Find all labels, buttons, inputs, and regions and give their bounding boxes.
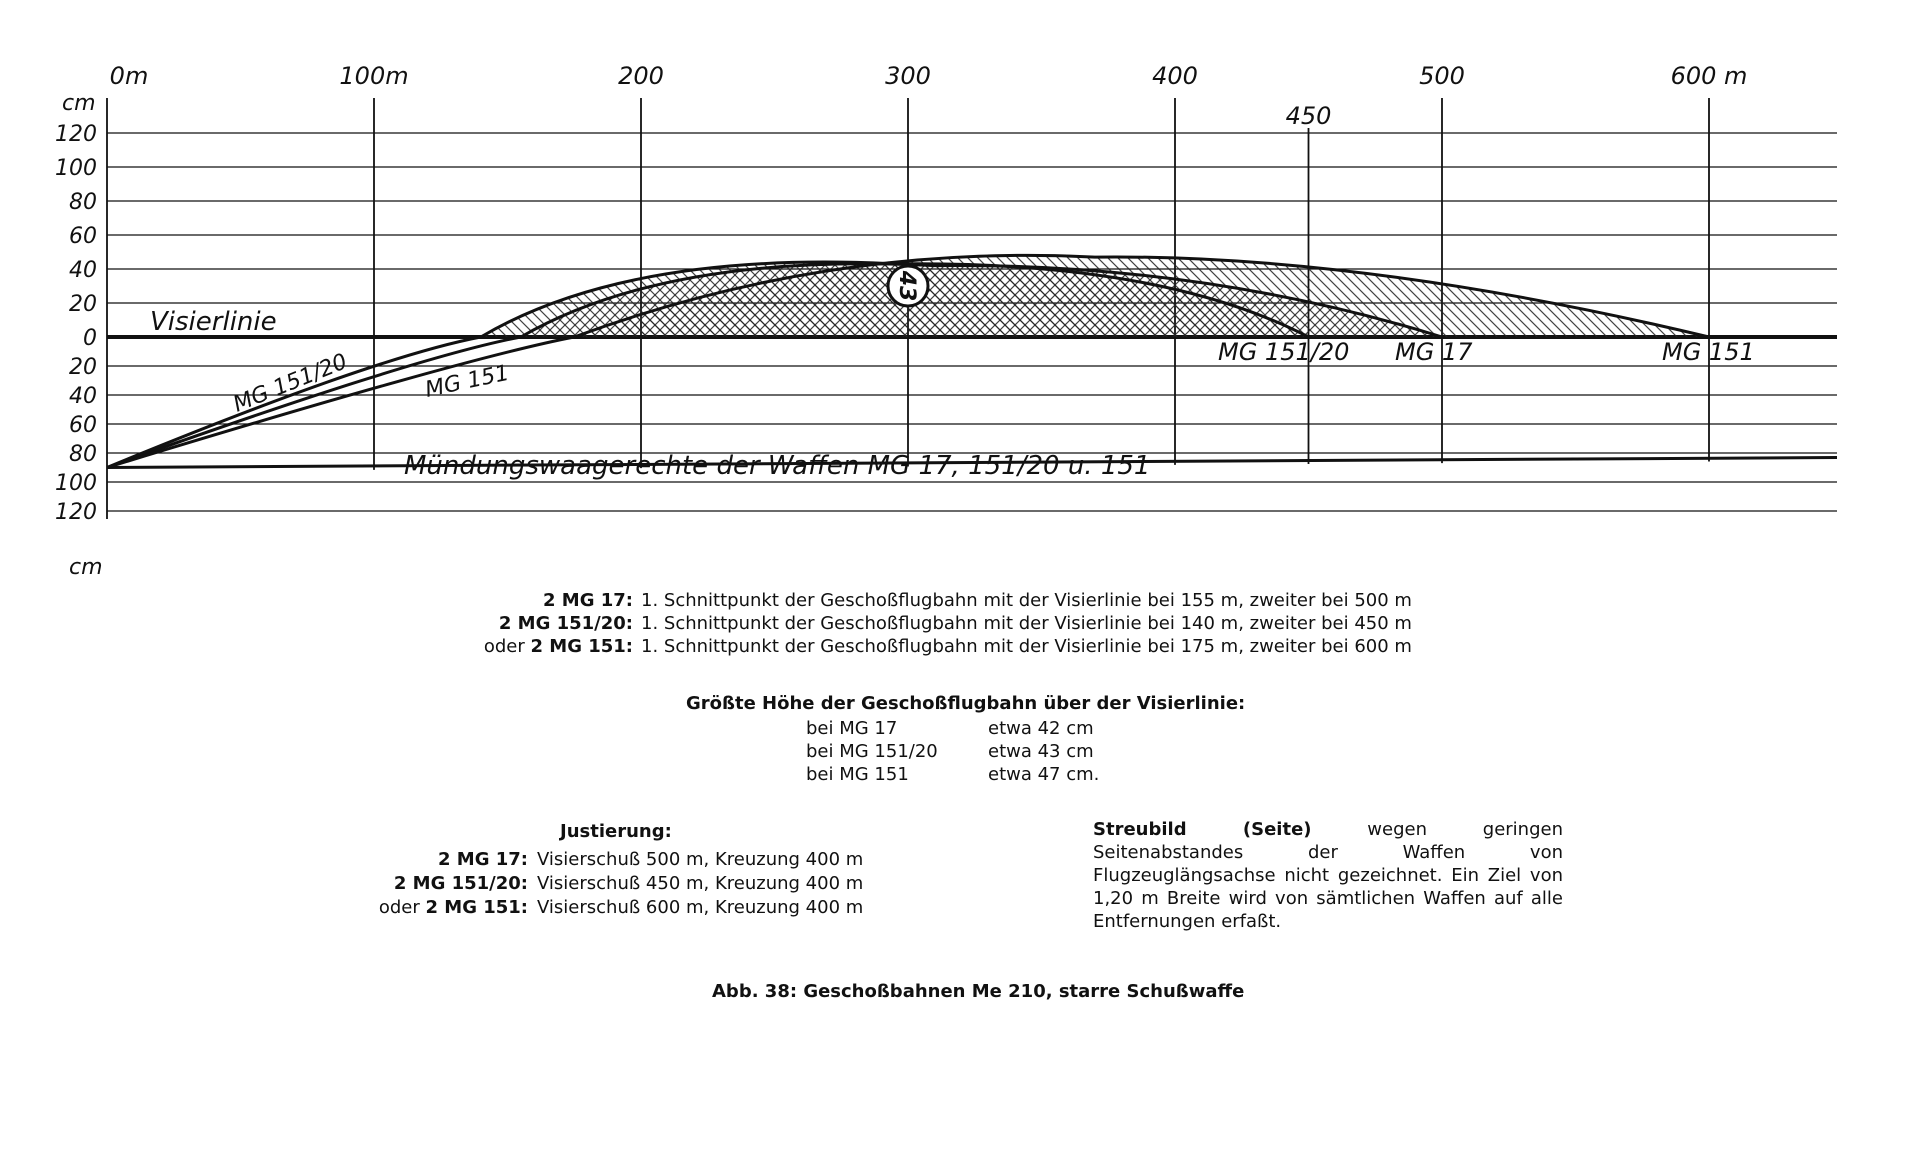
y-tick-label: 40 [69,258,97,283]
max-height-gun: bei MG 151 [806,764,909,785]
streubild-note [1093,818,1563,933]
max-height-gun: bei MG 17 [806,718,898,739]
streubild-text: wegen geringen Seitenabstandes der Waffen von Flugzeuglängsachse nicht gezeichnet. Ein Ziel von 1,20 m Breite wird von sämtlichen Waffen auf alle Entfernungen erfaßt. [1093,819,1563,932]
row-text: Visierschuß 500 m, Kreuzung 400 m [537,849,864,870]
y-tick-label: 120 [55,122,97,147]
curve-label-mg151-20: MG 151/20 [229,349,351,418]
visierlinie-label: Visierlinie [150,307,277,337]
curve-end-mg17: MG 17 [1395,338,1473,366]
curve-label-mg151: MG 151 [423,360,512,403]
y-tick-label: 100 [55,156,97,181]
max-height-title: Größte Höhe der Geschoßflugbahn über der Visierlinie: [686,693,1246,714]
max-height-value: etwa 43 cm [988,741,1094,762]
max-height-gun: bei MG 151/20 [806,741,938,762]
max-height-value: etwa 42 cm [988,718,1094,739]
row-label [0,612,633,635]
row-text: Visierschuß 450 m, Kreuzung 400 m [537,873,864,894]
y-tick-label: 120 [55,500,97,525]
row-weapon: 2 MG 151: [425,897,528,918]
y-tick-label: 60 [69,413,97,438]
row-label [0,872,528,895]
y-tick-label: 0 [83,326,97,351]
x-tick-label: 0m [109,62,149,90]
y-tick-label: 40 [69,384,97,409]
justierung-title: Justierung: [560,821,672,842]
x-tick-label: 400 [1152,62,1198,90]
y-tick-label: 60 [69,224,97,249]
y-unit-bottom: cm [69,555,103,580]
row-label [0,589,633,612]
row-text: 1. Schnittpunkt der Geschoßflugbahn mit der Visierlinie bei 155 m, zweiter bei 500 m [641,590,1412,611]
y-unit-top: cm [62,91,96,116]
x-tick-label: 200 [618,62,664,90]
y-tick-label: 20 [69,355,97,380]
streubild-bold: Streubild (Seite) [1093,819,1312,840]
x-tick-label: 450 [1285,102,1332,130]
figure-caption: Abb. 38: Geschoßbahnen Me 210, starre Schußwaffe [712,981,1245,1002]
row-weapon: 2 MG 17: [543,590,633,611]
row-text: Visierschuß 600 m, Kreuzung 400 m [537,897,864,918]
y-tick-label: 80 [69,442,97,467]
max-height-marker-label: 43 [894,270,919,302]
x-tick-label: 100m [339,62,409,90]
row-label [0,635,633,658]
x-tick-label: 600 m [1670,62,1748,90]
row-label [0,848,528,871]
row-weapon: 2 MG 151/20: [393,873,528,894]
trajectory-fills [481,255,1709,337]
muzzle-line-label: Mündungswaagerechte der Waffen MG 17, 151/20 u. 151 [404,451,1151,481]
row-weapon: 2 MG 151/20: [498,613,633,634]
max-height-value: etwa 47 cm. [988,764,1100,785]
row-weapon: 2 MG 151: [530,636,633,657]
x-tick-label: 500 [1419,62,1465,90]
y-tick-label: 20 [69,292,97,317]
row-prefix: oder [378,897,426,918]
row-weapon: 2 MG 17: [438,849,528,870]
curve-end-mg151: MG 151 [1662,338,1755,366]
curve-end-mg151-20: MG 151/20 [1218,338,1350,366]
row-prefix: oder [483,636,531,657]
x-tick-label: 300 [885,62,931,90]
y-tick-label: 80 [69,190,97,215]
y-tick-label: 100 [55,471,97,496]
row-text: 1. Schnittpunkt der Geschoßflugbahn mit der Visierlinie bei 140 m, zweiter bei 450 m [641,613,1412,634]
row-text: 1. Schnittpunkt der Geschoßflugbahn mit der Visierlinie bei 175 m, zweiter bei 600 m [641,636,1412,657]
row-label [0,896,528,919]
